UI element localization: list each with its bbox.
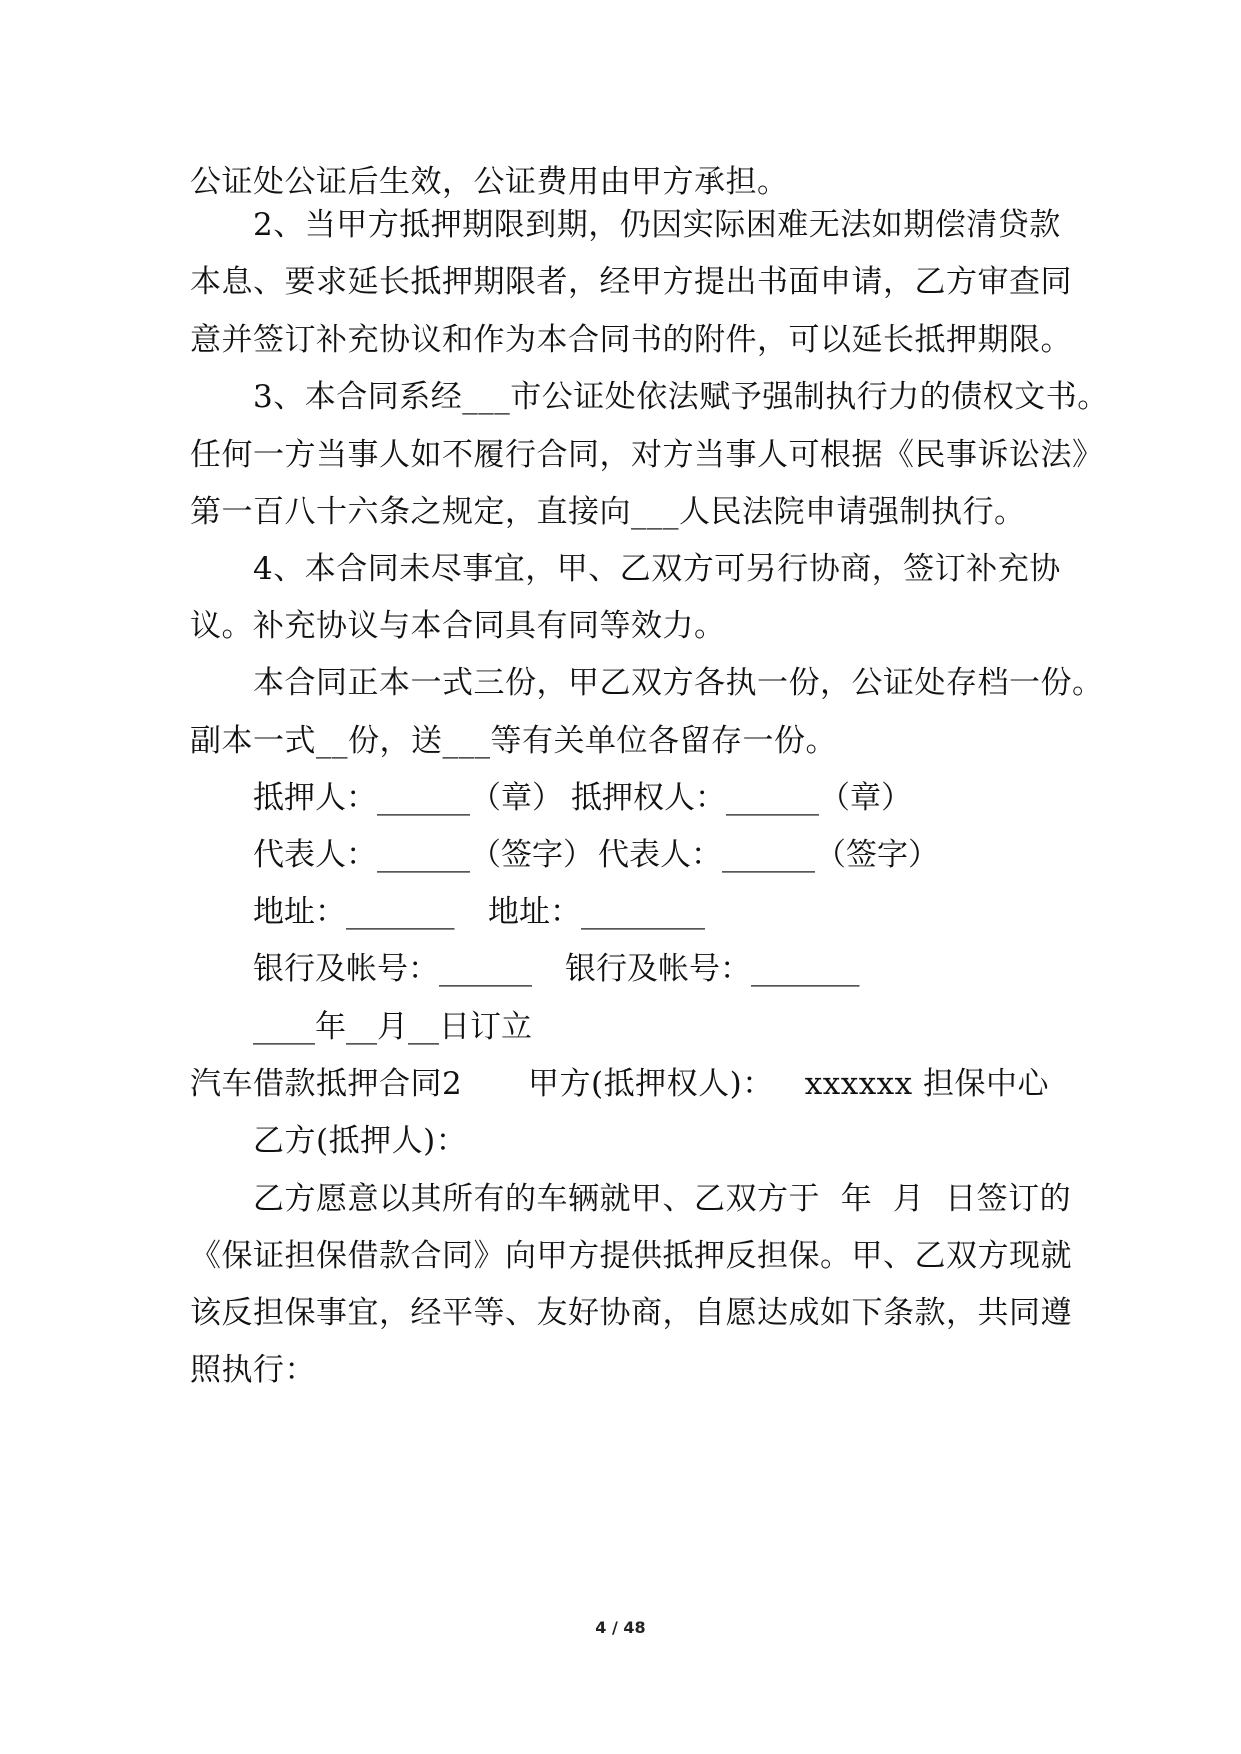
party-b-label: 乙方(抵押人)： (253, 1123, 468, 1159)
paragraph-line: 本息、要求延长抵押期限者，经甲方提出书面申请，乙方审查同 (190, 264, 1072, 300)
paragraph-line: 第一百八十六条之规定，直接向___人民法院申请强制执行。 (190, 494, 1026, 530)
paragraph-line: 照执行： (190, 1352, 316, 1388)
contract2-intro-line: 乙方愿意以其所有的车辆就甲、乙双方于 年 月 日签订的 (253, 1181, 1072, 1217)
page-number: 4 / 48 (595, 1618, 646, 1637)
mortgagor-bank-account: 银行及帐号：______ (253, 951, 532, 987)
contract2-heading-row (190, 1064, 1070, 1104)
mortgagor-representative: 代表人：______（签字） (253, 837, 594, 873)
clause-2-line: 2、当甲方抵押期限到期，仍因实际困难无法如期偿清贷款 (253, 207, 1061, 243)
contract2-title: 汽车借款抵押合同2 (190, 1066, 463, 1102)
paragraph-line: 《保证担保借款合同》向甲方提供抵押反担保。甲、乙双方现就 (190, 1238, 1072, 1274)
copies-line: 本合同正本一式三份，甲乙双方各执一份，公证处存档一份。 (253, 665, 1104, 701)
clause-4-line: 4、本合同未尽事宜，甲、乙双方可另行协商，签订补充协 (253, 551, 1061, 587)
mortgagee-seal: 抵押权人：______（章） (571, 780, 912, 816)
mortgagee-bank-account: 银行及帐号：_______ (565, 951, 860, 987)
mortgagee-address: 地址：________ (488, 894, 705, 930)
mortgagor-seal: 抵押人：______（章） (253, 780, 563, 816)
mortgagee-representative: 代表人：______（签字） (598, 837, 939, 873)
paragraph-line: 副本一式__份，送___等有关单位各留存一份。 (190, 723, 837, 759)
paragraph-line: 该反担保事宜，经平等、友好协商，自愿达成如下条款，共同遵 (190, 1295, 1072, 1331)
party-a-label: 甲方(抵押权人)： xxxxxx 担保中心 (528, 1066, 1050, 1102)
mortgagor-address: 地址：_______ (253, 894, 455, 930)
paragraph-line: 公证处公证后生效，公证费用由甲方承担。 (190, 164, 789, 200)
clause-3-line: 3、本合同系经___市公证处依法赋予强制执行力的债权文书。 (253, 379, 1109, 415)
paragraph-line: 任何一方当事人如不履行合同，对方当事人可根据《民事诉讼法》 (190, 437, 1104, 473)
signing-date: ____年__月__日订立 (253, 1009, 532, 1045)
paragraph-line: 议。补充协议与本合同具有同等效力。 (190, 608, 726, 644)
paragraph-line: 意并签订补充协议和作为本合同书的附件，可以延长抵押期限。 (190, 322, 1072, 358)
